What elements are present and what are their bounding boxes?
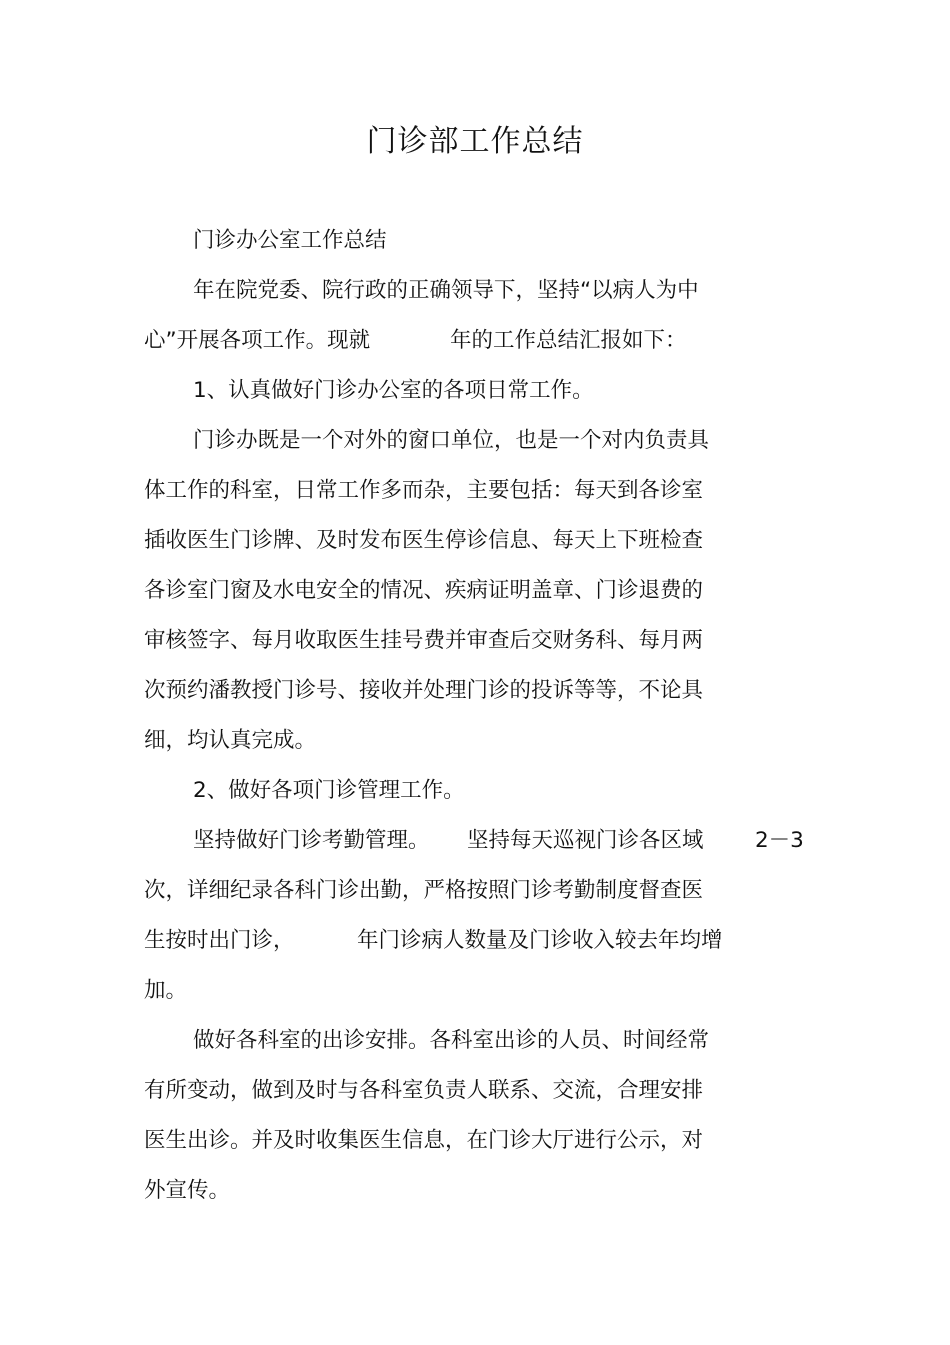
list-heading: 2、做好各项门诊管理工作。 [193, 778, 465, 803]
paragraph-line: 插收医生门诊牌、及时发布医生停诊信息、每天上下班检查 [144, 528, 704, 553]
paragraph-line: 心”开展各项工作。现就 [144, 328, 371, 353]
paragraph-line: 细，均认真完成。 [144, 728, 317, 753]
list-heading: 1、认真做好门诊办公室的各项日常工作。 [193, 378, 594, 403]
paragraph-line: 坚持做好门诊考勤管理。 [193, 828, 430, 853]
paragraph-line: 门诊办既是一个对外的窗口单位，也是一个对内负责具 [193, 428, 710, 453]
paragraph-line: 年的工作总结汇报如下： [450, 328, 687, 353]
paragraph-line: 年门诊病人数量及门诊收入较去年均增 [357, 928, 723, 953]
paragraph-line: 有所变动，做到及时与各科室负责人联系、交流，合理安排 [144, 1078, 704, 1103]
paragraph-line: 次预约潘教授门诊号、接收并处理门诊的投诉等等，不论具 [144, 678, 704, 703]
paragraph-line: 审核签字、每月收取医生挂号费并审查后交财务科、每月两 [144, 628, 704, 653]
paragraph-line: 2－3 [755, 828, 804, 853]
paragraph-line: 加。 [144, 978, 188, 1003]
paragraph-line: 医生出诊。并及时收集医生信息，在门诊大厅进行公示，对 [144, 1128, 704, 1153]
paragraph-line: 体工作的科室，日常工作多而杂，主要包括：每天到各诊室 [144, 478, 704, 503]
paragraph-line: 坚持每天巡视门诊各区域 [467, 828, 704, 853]
paragraph-line: 外宣传。 [144, 1178, 231, 1203]
section-heading: 门诊办公室工作总结 [193, 228, 387, 253]
paragraph-line: 次，详细纪录各科门诊出勤，严格按照门诊考勤制度督查医 [144, 878, 704, 903]
paragraph-line: 做好各科室的出诊安排。各科室出诊的人员、时间经常 [193, 1028, 710, 1053]
document-title: 门诊部工作总结 [366, 124, 584, 159]
paragraph-line: 年在院党委、院行政的正确领导下，坚持“以病人为中 [193, 278, 699, 303]
paragraph-line: 生按时出门诊， [144, 928, 295, 953]
paragraph-line: 各诊室门窗及水电安全的情况、疾病证明盖章、门诊退费的 [144, 578, 704, 603]
